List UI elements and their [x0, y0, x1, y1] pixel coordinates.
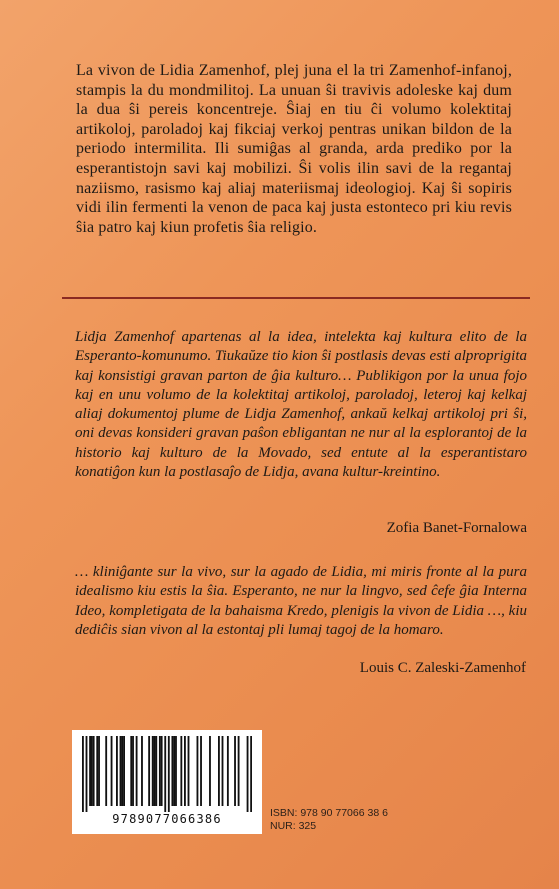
barcode-bar — [155, 736, 157, 806]
barcode-bar — [180, 736, 182, 806]
barcode-bar — [91, 736, 93, 806]
barcode-bar — [247, 736, 249, 812]
barcode-bar — [86, 736, 88, 812]
barcode-bar — [184, 736, 186, 806]
barcode-bar — [218, 736, 220, 806]
barcode-number: 9789077066386 — [112, 812, 222, 826]
barcode-bar — [197, 736, 199, 806]
description-paragraph: La vivon de Lidia Zamenhof, plej juna el la tri Zamenhof-infanoj, stampis la du mondmilitoj. La unuan ŝi travivis adoleske kaj dum la dua ŝi pereis koncentreje. Ŝiaj en tiu ĉi volumo kolektitaj artikoloj, paroladoj kaj fikciaj verkoj pentras unikan bildon de la periodo intermilita. Ili sumiĝas al granda, arda prediko por la esperantistojn savi kaj mobilizi. Ŝi volis ilin savi de la regantaj naziismo, rasismo kaj aliaj materiismaj ideologioj. Kaj ŝi sopiris vidi ilin fermenti la venon de paca kaj justa estonteco pri kiu revis ŝia patro kaj kiun profetis ŝia religio. — [76, 62, 512, 236]
barcode-bar — [132, 736, 134, 806]
barcode-bar — [227, 736, 229, 806]
section-divider — [62, 297, 530, 299]
barcode-bar — [154, 736, 156, 806]
barcode-bar — [105, 736, 107, 806]
quote-author-banet-fornalowa: Zofia Banet-Fornalowa — [386, 520, 527, 536]
barcode-bar — [200, 736, 202, 806]
barcode-bar — [123, 736, 125, 806]
quote-zaleski-zamenhof: … kliniĝante sur la vivo, sur la agado de Lidia, mi miris fronte al la pura idealismo kiu estis la ŝia. Esperanto, ne nur la lingvo, sed ĉefe ĝia Interna Ideo, kompletigata de la bahaisma Kredo, plenigis la vivon de Lidia …, kiu dediĉis sian vivon al la estontaj pli lumaj tagoj de la homaro. — [75, 564, 527, 638]
barcode-bar — [89, 736, 91, 806]
barcode-bar — [171, 736, 173, 806]
barcode-bar — [168, 736, 170, 812]
barcode-bar — [250, 736, 252, 812]
isbn-label: ISBN: 978 90 77066 38 6 — [270, 807, 388, 819]
barcode-bar — [141, 736, 143, 806]
barcode-bar — [173, 736, 175, 806]
barcode-bar — [188, 736, 190, 806]
barcode-bar — [175, 736, 177, 806]
barcode-bar — [93, 736, 95, 806]
barcode-bar — [161, 736, 163, 806]
barcode-bar — [159, 736, 161, 806]
barcode-bar — [164, 736, 166, 812]
barcode-bar — [136, 736, 138, 806]
barcode-bar — [209, 736, 211, 806]
quote-banet-fornalowa: Lidja Zamenhof apartenas al la idea, intelekta kaj kultura elito de la Esperanto-komunumo. Tiukaŭze tio kion ŝi postlasis devas esti alproprigita kaj konsistigi gravan parton de ĝia kulturo… Publikigon por la unua fojo kaj en unu volumo de la kolektitaj artikoloj, paroladoj, leteroj kaj kelkaj aliaj dokumentoj plume de Lidja Zamenhof, ankaŭ kelkaj artikoloj pri ŝi, oni devas konsideri gravan paŝon ebligantan ne nur al la esplorantoj de la historio kaj kulturo de la Movado, sed entute al la esperantistaro konatiĝon kun la postlasaĵo de Lidja, avana kultur-kreintino. — [75, 329, 527, 481]
barcode-bar — [121, 736, 123, 806]
barcode-image — [82, 736, 252, 812]
isbn-block — [270, 807, 388, 833]
barcode-bar — [152, 736, 154, 806]
barcode-bar — [96, 736, 98, 806]
barcode-bar — [120, 736, 122, 806]
barcode-bar — [98, 736, 100, 806]
barcode-bar — [238, 736, 240, 806]
barcode-bar — [234, 736, 236, 806]
nur-label: NUR: 325 — [270, 820, 317, 832]
barcode-bar — [130, 736, 132, 806]
barcode-box — [72, 730, 262, 834]
barcode-bar — [222, 736, 224, 806]
barcode-bar — [111, 736, 113, 806]
quote-author-zaleski-zamenhof: Louis C. Zaleski-Zamenhof — [359, 660, 526, 676]
barcode-bar — [116, 736, 118, 806]
barcode-bar — [148, 736, 150, 806]
barcode-bar — [82, 736, 84, 812]
